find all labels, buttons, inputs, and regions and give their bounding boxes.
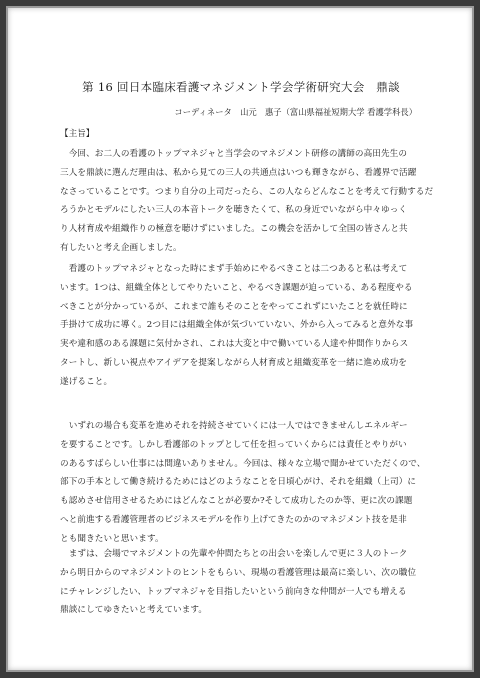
text-line: を要することです。しかし看護部のトップとして任を担っていくからには責任とやりがい [60, 439, 407, 450]
coordinator-line: コーディネータ 山元 惠子（富山県福祉短期大学 看護学科長） [174, 107, 417, 117]
text-line: 手掛けて成功に導く。2つ目には組織全体が気づいていない、外から入ってみると意外な事 [60, 320, 414, 331]
text-line: とも聞きたいと思います。 [60, 533, 164, 544]
text-line: 今回、お二人の看護のトップマネジャと当学会のマネジメント研修の講師の高田先生の [60, 149, 408, 159]
document-title: 第 16 回日本臨床看護マネジメント学会学術研究大会 鼎談 [82, 80, 400, 94]
text-line: 三人を鼎談に選んだ理由は、私から見ての三人の共通点はいつも輝きながら、看護界で活躍 [60, 167, 417, 178]
text-line: 看護のトップマネジャとなった時にまず手始めにやるべきことは二つあると私は考えて [60, 264, 408, 274]
section-heading: 【主旨】 [60, 129, 95, 139]
text-line: ろうかとモデルにしたい三人の本音トークを聴きたくて、私の身近でいながら中々ゆっく [60, 205, 408, 216]
text-line: り人材育成や組織作りの極意を聴けずにいました。この機会を活かして全国の皆さんと共 [60, 224, 408, 235]
text-line: いずれの場合も変革を進めそれを持続させていくには一人ではできませんしエネルギー [60, 421, 408, 431]
text-line: 実や違和感のある課題に気付かされ、これは大変と中で働いている人達や仲間作りからス [60, 339, 409, 350]
paragraph-purpose [60, 145, 434, 258]
text-line: 有したいと考え企画しました。 [60, 242, 182, 253]
text-line: まずは、会場でマネジメントの先輩や仲間たちとの出会いを楽しんで更に３人のトーク [60, 549, 408, 559]
paragraph-closing [60, 545, 422, 620]
text-line: います。1つは、組織全体としてやりたいこと、やるべき課題が迫っている、ある程度やる [60, 282, 413, 293]
text-line: 鼎談にしてゆきたいと考えています。 [60, 605, 208, 616]
text-line: 遂げること。 [60, 376, 113, 387]
text-line: なさっていることです。つまり自分の上司だったら、この人ならどんなことを考えて行動するだ [60, 186, 434, 197]
text-line: タートし、新しい視点やアイデアを提案しながら人材育成と組織変革を一緒に進め成功を [60, 357, 407, 368]
paragraph-top-manager [60, 260, 422, 392]
text-line: にチャレンジしたい、トップマネジャを目指したいという前向きな仲間が一人でも増える [60, 586, 407, 597]
text-line: べきことが分かっているが、これまで誰もそのことをやってこれずにいたことを就任時に [60, 301, 408, 312]
paragraph-change [60, 417, 426, 549]
text-line: 部下の手本として働き続けるためにはどのようなことを日頃心がけ、それを組織（上司）に [60, 477, 417, 488]
text-line: のあるすばらしい仕事には間違いありません。今回は、様々な立場で聞かせていただくので、 [60, 458, 426, 469]
text-line: も認めさせ信用させるためにはどんなことが必要か?そして成功したのか等、更に次の課題 [60, 496, 413, 507]
text-line: へと前進する看護管理者のビジネスモデルを作り上げてきたのかのマネジメント技を是非 [60, 514, 407, 525]
text-line: から明日からのマネジメントのヒントをもらい、現場の看護管理は最高に楽しい、次の職位 [60, 567, 417, 578]
